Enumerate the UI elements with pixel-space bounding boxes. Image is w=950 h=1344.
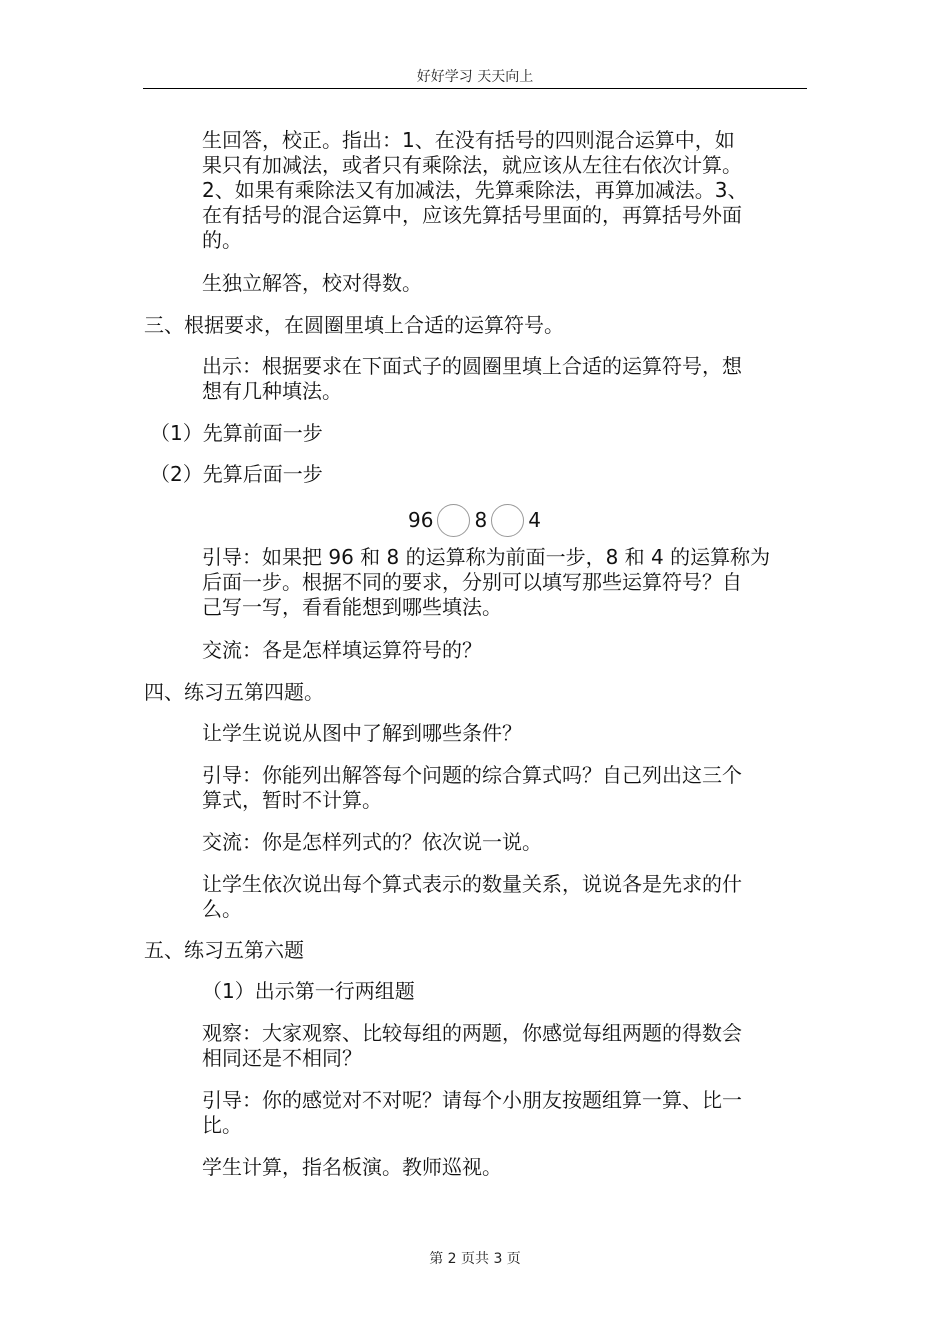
section-5-heading: 五、练习五第六题 bbox=[144, 938, 304, 962]
para-4-line-1: 引导：如果把 96 和 8 的运算称为前面一步，8 和 4 的运算称为 bbox=[202, 545, 771, 569]
page-footer: 第 2 页共 3 页 bbox=[429, 1251, 521, 1267]
expression bbox=[408, 503, 541, 537]
para-9-line-2: 么。 bbox=[202, 897, 242, 921]
para-1-line-2: 果只有加减法，或者只有乘除法，就应该从左往右依次计算。 bbox=[202, 153, 742, 177]
item-3: （1）出示第一行两组题 bbox=[202, 979, 415, 1003]
section-3-heading: 三、根据要求，在圆圈里填上合适的运算符号。 bbox=[144, 313, 564, 337]
operator-circle-1[interactable] bbox=[437, 504, 470, 537]
para-8: 交流：你是怎样列式的？依次说一说。 bbox=[202, 830, 542, 854]
para-1-line-4: 在有括号的混合运算中，应该先算括号里面的，再算括号外面 bbox=[202, 203, 742, 227]
para-9-line-1: 让学生依次说出每个算式表示的数量关系，说说各是先求的什 bbox=[202, 872, 742, 896]
para-12: 学生计算，指名板演。教师巡视。 bbox=[202, 1155, 502, 1179]
expr-operand-2: 8 bbox=[474, 508, 488, 532]
para-6: 让学生说说从图中了解到哪些条件？ bbox=[202, 721, 522, 745]
para-3-line-2: 想有几种填法。 bbox=[202, 379, 342, 403]
section-4-heading: 四、练习五第四题。 bbox=[144, 680, 324, 704]
para-4-line-3: 己写一写，看看能想到哪些填法。 bbox=[202, 595, 502, 619]
para-3-line-1: 出示：根据要求在下面式子的圆圈里填上合适的运算符号，想 bbox=[202, 354, 742, 378]
para-2: 生独立解答，校对得数。 bbox=[202, 271, 422, 295]
para-10-line-1: 观察：大家观察、比较每组的两题，你感觉每组两题的得数会 bbox=[202, 1021, 742, 1045]
expr-operand-1: 96 bbox=[408, 508, 434, 532]
operator-circle-2[interactable] bbox=[491, 504, 524, 537]
para-5: 交流：各是怎样填运算符号的？ bbox=[202, 638, 482, 662]
page-header: 好好学习 天天向上 bbox=[416, 69, 534, 85]
para-7-line-1: 引导：你能列出解答每个问题的综合算式吗？自己列出这三个 bbox=[202, 763, 742, 787]
para-11-line-1: 引导：你的感觉对不对呢？请每个小朋友按题组算一算、比一 bbox=[202, 1088, 742, 1112]
para-11-line-2: 比。 bbox=[202, 1113, 242, 1137]
para-1-line-5: 的。 bbox=[202, 228, 242, 252]
para-7-line-2: 算式，暂时不计算。 bbox=[202, 788, 382, 812]
item-1: （1）先算前面一步 bbox=[150, 421, 323, 445]
para-1-line-1: 生回答，校正。指出：1、在没有括号的四则混合运算中，如 bbox=[202, 128, 735, 152]
header-rule bbox=[143, 88, 807, 89]
para-4-line-2: 后面一步。根据不同的要求，分别可以填写那些运算符号？自 bbox=[202, 570, 742, 594]
para-10-line-2: 相同还是不相同？ bbox=[202, 1046, 362, 1070]
expr-operand-3: 4 bbox=[528, 508, 541, 532]
para-1-line-3: 2、如果有乘除法又有加减法，先算乘除法，再算加减法。3、 bbox=[202, 178, 748, 202]
item-2: （2）先算后面一步 bbox=[150, 462, 323, 486]
